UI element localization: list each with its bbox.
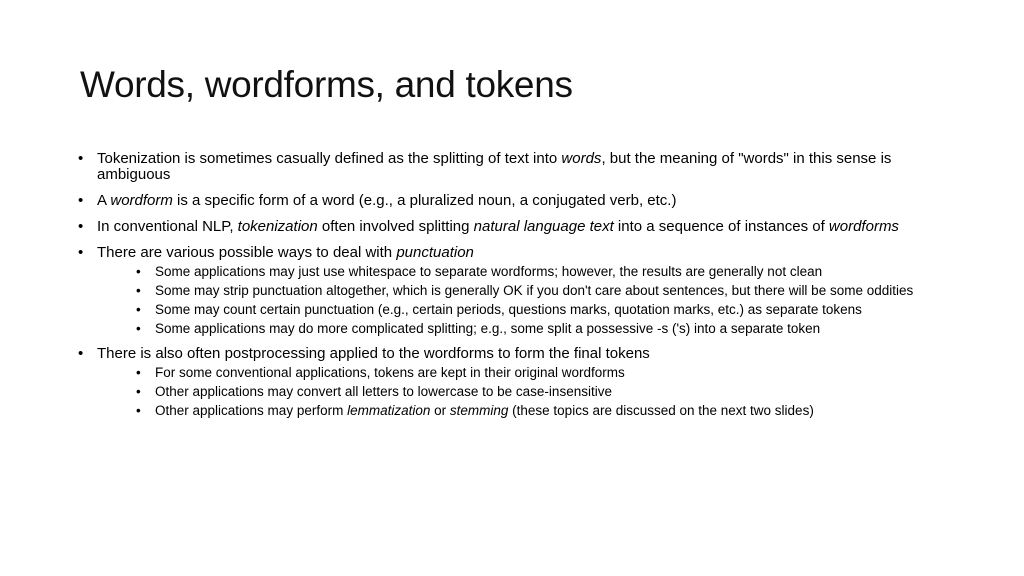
text-run: Other applications may convert all letters to lowercase to be case-insensitive bbox=[155, 384, 612, 399]
bullet-item bbox=[78, 346, 958, 418]
sub-bullet-text bbox=[155, 302, 862, 317]
emphasized-term: natural language text bbox=[473, 218, 614, 235]
bullet-item bbox=[78, 151, 958, 183]
bullet-icon: • bbox=[136, 384, 141, 399]
text-run: There are various possible ways to deal with bbox=[97, 244, 397, 261]
slide-body bbox=[78, 151, 958, 428]
text-run: Other applications may perform bbox=[155, 403, 348, 418]
text-run: For some conventional applications, tokens are kept in their original wordforms bbox=[155, 365, 625, 380]
bullet-icon: • bbox=[136, 365, 141, 380]
text-run: In conventional NLP, bbox=[97, 218, 238, 235]
text-run: Some may strip punctuation altogether, which is generally OK if you don't care about sentences, but there will be some oddities bbox=[155, 283, 914, 298]
bullet-icon: • bbox=[78, 150, 84, 167]
text-run: , but the meaning of "words" in this sense is ambiguous bbox=[97, 150, 892, 183]
text-run: Tokenization is sometimes casually defined as the splitting of text into bbox=[97, 150, 562, 167]
bullet-text bbox=[97, 218, 899, 235]
sub-bullet-text bbox=[155, 264, 822, 279]
sub-bullet-item bbox=[97, 404, 958, 418]
sub-bullet-item bbox=[97, 366, 958, 380]
bullet-icon: • bbox=[78, 244, 84, 261]
sub-bullet-text bbox=[155, 384, 612, 399]
bullet-text bbox=[97, 345, 650, 362]
bullet-icon: • bbox=[136, 283, 141, 298]
text-run: often involved splitting bbox=[317, 218, 474, 235]
bullet-item bbox=[78, 193, 958, 209]
bullet-icon: • bbox=[78, 218, 84, 235]
slide-title: Words, wordforms, and tokens bbox=[80, 64, 573, 105]
sub-bullet-item bbox=[97, 385, 958, 399]
bullet-text bbox=[97, 192, 676, 209]
bullet-text bbox=[97, 244, 474, 261]
text-run: Some applications may just use whitespace to separate wordforms; however, the results are generally not clean bbox=[155, 264, 823, 279]
bullet-list bbox=[78, 151, 958, 418]
sub-bullet-text bbox=[155, 321, 820, 336]
bullet-icon: • bbox=[136, 302, 141, 317]
sub-bullet-text bbox=[155, 365, 625, 380]
text-run: is a specific form of a word (e.g., a pluralized noun, a conjugated verb, etc.) bbox=[172, 192, 677, 209]
bullet-icon: • bbox=[78, 192, 84, 209]
sub-bullet-item bbox=[97, 265, 958, 279]
sub-bullet-list bbox=[97, 265, 958, 336]
text-run: A bbox=[97, 192, 111, 209]
sub-bullet-text bbox=[155, 283, 913, 298]
emphasized-term: punctuation bbox=[396, 244, 474, 261]
text-run: into a sequence of instances of bbox=[613, 218, 829, 235]
bullet-icon: • bbox=[136, 403, 141, 418]
emphasized-term: stemming bbox=[449, 403, 509, 418]
emphasized-term: lemmatization bbox=[347, 403, 431, 418]
emphasized-term: tokenization bbox=[237, 218, 318, 235]
text-run: Some may count certain punctuation (e.g., certain periods, questions marks, quotation marks, etc.) as separate tokens bbox=[155, 302, 862, 317]
sub-bullet-item bbox=[97, 322, 958, 336]
text-run: (these topics are discussed on the next two slides) bbox=[508, 403, 814, 418]
sub-bullet-item bbox=[97, 303, 958, 317]
bullet-icon: • bbox=[78, 345, 84, 362]
emphasized-term: words bbox=[561, 150, 602, 167]
bullet-icon: • bbox=[136, 264, 141, 279]
sub-bullet-list bbox=[97, 366, 958, 418]
bullet-text bbox=[97, 150, 891, 183]
text-run: There is also often postprocessing applied to the wordforms to form the final tokens bbox=[97, 345, 650, 362]
sub-bullet-text bbox=[155, 403, 814, 418]
bullet-item bbox=[78, 245, 958, 336]
text-run: Some applications may do more complicated splitting; e.g., some split a possessive -s ('s) into a separate token bbox=[155, 321, 821, 336]
bullet-item bbox=[78, 219, 958, 235]
emphasized-term: wordforms bbox=[828, 218, 899, 235]
sub-bullet-item bbox=[97, 284, 958, 298]
emphasized-term: wordform bbox=[110, 192, 173, 209]
text-run: or bbox=[430, 403, 450, 418]
bullet-icon: • bbox=[136, 321, 141, 336]
